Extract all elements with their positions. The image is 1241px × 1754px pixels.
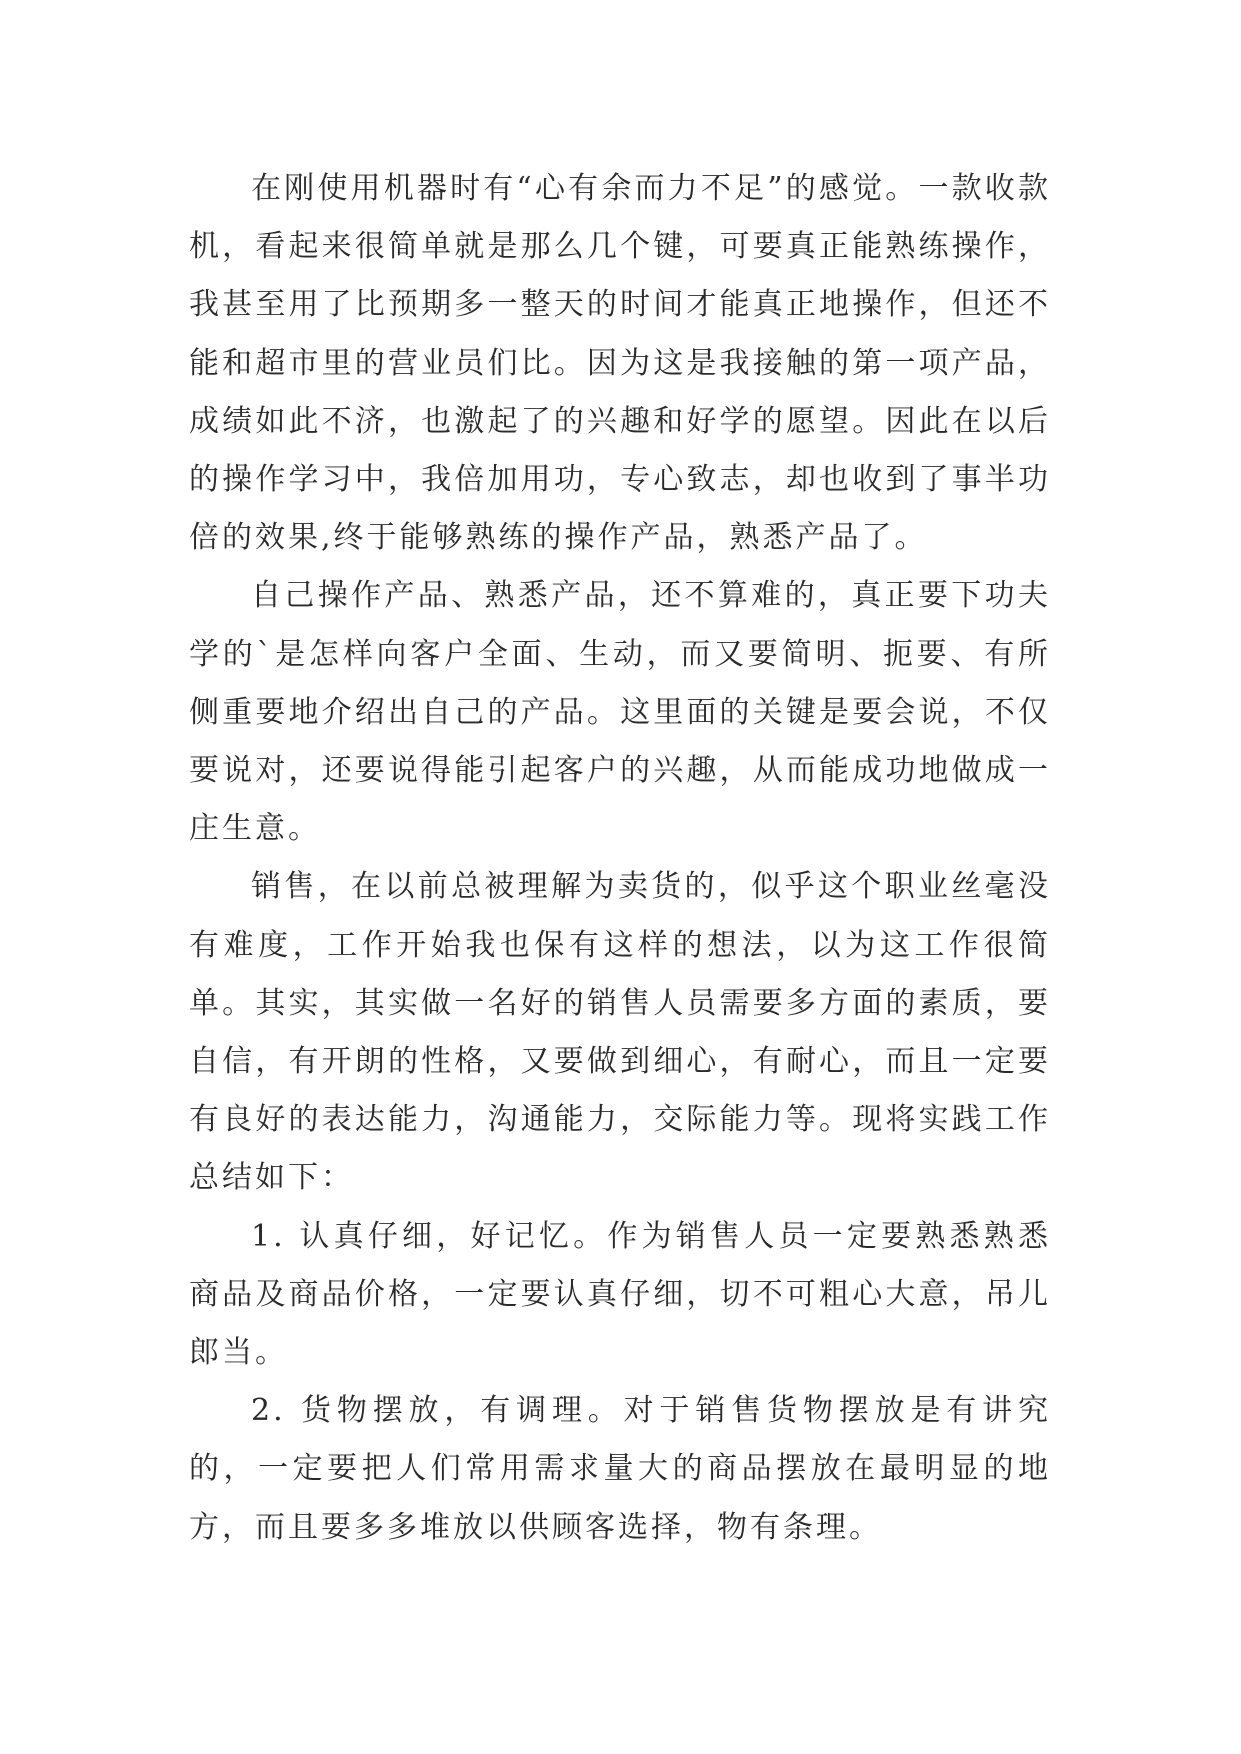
list-item-careful-memory: 1. 认真仔细，好记忆。作为销售人员一定要熟悉熟悉商品及商品价格，一定要认真仔细，切不可粗心大意，吊儿郎当。 [189, 1218, 1051, 1371]
list-item-goods-arrangement: 2. 货物摆放，有调理。对于销售货物摆放是有讲究的，一定要把人们常用需求量大的商品摆放在最明显的地方，而且要多多堆放以供顾客选择，物有条理。 [189, 1393, 1051, 1545]
paragraph-product-introduction: 自己操作产品、熟悉产品，还不算难的，真正要下功夫学的`是怎样向客户全面、生动，而又要简明、扼要、有所侧重要地介绍出自己的产品。这里面的关键是要会说，不仅要说对，还要说得能引起客户的兴趣，从而能成功地做成一庄生意。 [189, 578, 1051, 847]
paragraph-cash-register-learning: 在刚使用机器时有“心有余而力不足”的感觉。一款收款机，看起来很简单就是那么几个键，可要真正能熟练操作，我甚至用了比预期多一整天的时间才能真正地操作，但还不能和超市里的营业员们比。因为这是我接触的第一项产品，成绩如此不济，也激起了的兴趣和好学的愿望。因此在以后的操作学习中，我倍加用功，专心致志，却也收到了事半功倍的效果,终于能够熟练的操作产品，熟悉产品了。 [189, 171, 1051, 556]
document-body [189, 160, 1051, 1557]
paragraph-sales-qualities: 销售，在以前总被理解为卖货的，似乎这个职业丝毫没有难度，工作开始我也保有这样的想法，以为这工作很简单。其实，其实做一名好的销售人员需要多方面的素质，要自信，有开朗的性格，又要做到细心，有耐心，而且一定要有良好的表达能力，沟通能力，交际能力等。现将实践工作总结如下： [189, 869, 1051, 1196]
